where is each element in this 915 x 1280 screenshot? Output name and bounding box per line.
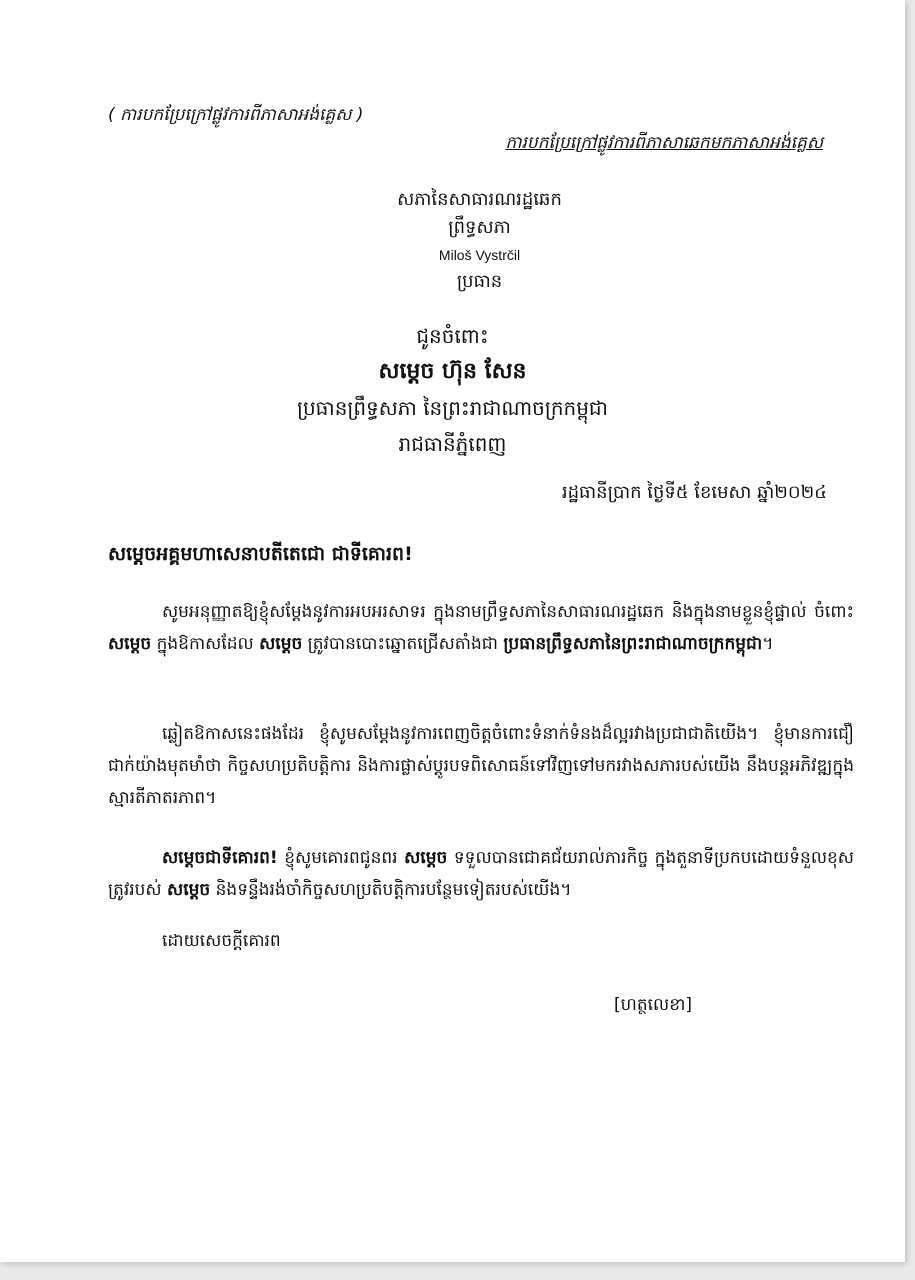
- paragraph-wishes: សម្តេចជាទីគោរព! ខ្ញុំសូមគោរពជូនពរ សម្តេច ទទួលបានជោគជ័យរាល់ភារកិច្ច ក្នុងតួនាទីប្រកបដោយទំនួលខុសត្រូវរបស់ សម្តេច និងទន្ទឹងរង់ចាំកិច្ចសហប្រតិបត្តិការបន្ថែមទៀតរបស់យើង។: [108, 848, 854, 900]
- recipient-name: សម្តេច ហ៊ុន សែន: [378, 359, 527, 384]
- paragraph-relations: ឆ្លៀតឱកាសនេះផងដែរ ខ្ញុំសូមសម្តែងនូវការពេញចិត្តចំពោះទំនាក់ទំនងដ៏ល្អរវាងប្រជាជាតិយើង។ ខ្ញុំមានការជឿជាក់យ៉ាងមុតមាំថា កិច្ចសហប្រតិបត្តិការ និងការផ្លាស់ប្តូរបទពិសោធន៍ទៅវិញទៅមករវាងសភារបស់យើង នឹងបន្តអភិវឌ្ឍក្នុងស្មារតីភាតរភាព។: [108, 724, 854, 808]
- translation-note-underlined: ការបកប្រែក្រៅផ្លូវការពីភាសាឆេកមកភាសាអង់គ្លេស: [505, 133, 823, 153]
- closing: ដោយសេចក្តីគោរព: [162, 931, 281, 951]
- letter-date: រដ្ឋធានីប្រាក ថ្ងៃទី៥ ខែមេសា ឆ្នាំ២០២៤: [561, 482, 827, 503]
- recipient-location: រាជធានីភ្នំពេញ: [398, 432, 507, 456]
- recipient-block: [0, 318, 905, 462]
- signature-placeholder: [ហត្ថលេខា]: [614, 995, 693, 1015]
- paragraph-congratulation: សូមអនុញ្ញាតឱ្យខ្ញុំសម្តែងនូវការអបអរសាទរ ក្នុងនាមព្រឹទ្ធសភានៃសាធារណរដ្ឋឆេក និងក្នុងនាមខ្លួនខ្ញុំផ្ទាល់ ចំពោះ សម្តេច ក្នុងឱកាសដែល សម្តេច ត្រូវបានបោះឆ្នោតជ្រើសតាំងជា ប្រធានព្រឹទ្ធសភានៃព្រះរាជាណាចក្រកម្ពុជា។: [108, 602, 854, 654]
- sender-name: Miloš Vystrčil: [438, 247, 521, 263]
- sender-position: ប្រធាន: [456, 271, 503, 292]
- sender-chamber: ព្រឹទ្ធសភា: [448, 217, 511, 238]
- salutation: សម្តេចអគ្គមហាសេនាបតីតេជោ ជាទីគោរព!: [108, 543, 413, 565]
- recipient-title: ប្រធានព្រឹទ្ធសភា នៃព្រះរាជាណាចក្រកម្ពុជា: [297, 396, 608, 420]
- sender-block: [0, 186, 905, 296]
- sender-institution: សភានៃសាធារណរដ្ឋឆេក: [397, 189, 562, 210]
- translation-note: ( ការបកប្រែក្រៅផ្លូវការពីភាសាអង់គ្លេស ): [108, 105, 364, 125]
- recipient-to: ជូនចំពោះ: [416, 324, 489, 348]
